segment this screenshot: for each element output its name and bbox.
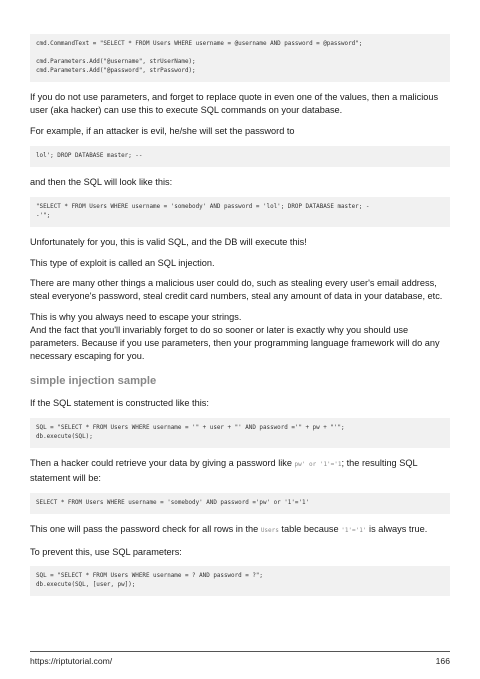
page-content: [30, 34, 450, 605]
code-block-concatenated-sql: [30, 418, 450, 448]
code-line: cmd.CommandText = "SELECT * FROM Users WHERE username = @username AND password = @password";: [36, 41, 363, 47]
escape-line-1: This is why you always need to escape your strings.: [30, 312, 242, 323]
page-footer: [30, 651, 450, 666]
code-line: SQL = "SELECT * FROM Users WHERE username = '" + user + "' AND password ='" + pw + "'";: [36, 424, 345, 431]
text-span: is always true.: [366, 523, 428, 534]
inline-code: '1'='1': [341, 526, 367, 534]
text-span: This one will pass the password check for all rows in the: [30, 523, 261, 534]
paragraph-prevent: To prevent this, use SQL parameters:: [30, 546, 182, 557]
text-span: Then a hacker could retrieve your data by giving a password like: [30, 457, 295, 468]
inline-code: Users: [260, 526, 279, 534]
paragraph-no-parameters: If you do not use parameters, and forget to replace quote in even one of the values, then a malicious user (aka hacker) can use this to execute SQL commands on your database.: [30, 92, 439, 115]
code-block-parameterized-sql: [30, 566, 450, 596]
code-line: "SELECT * FROM Users WHERE username = 'somebody' AND password = 'lol'; DROP DATABASE master; -: [36, 203, 370, 210]
escape-line-2: And the fact that you'll invariably forget to do so sooner or later is exactly why you should use parameters. Because if you use parameters, then your programming language framework will do any necessary escaping for you.: [30, 325, 440, 361]
code-block-command-text: [30, 34, 450, 82]
paragraph-valid-sql: Unfortunately for you, this is valid SQL, and the DB will execute this!: [30, 236, 307, 247]
code-block-malicious-password: [30, 146, 450, 167]
text-span: ; the resulting SQL statement will be:: [30, 457, 418, 483]
paragraph-password-check: [30, 523, 450, 538]
paragraph-attacker-example: For example, if an attacker is evil, he/she will set the password to: [30, 125, 295, 136]
code-line: lol'; DROP DATABASE master; --: [36, 152, 143, 159]
code-block-injected-sql: [30, 197, 450, 227]
code-line: -'";: [36, 212, 51, 219]
page-number: 166: [435, 656, 450, 666]
paragraph-sql-injection: This type of exploit is called an SQL injection.: [30, 257, 215, 268]
paragraph-malicious-things: There are many other things a malicious user could do, such as stealing every user's email address, steal everyone's password, steal credit card numbers, steal any amount of data in your database, etc.: [30, 278, 443, 302]
paragraph-sql-look: and then the SQL will look like this:: [30, 176, 173, 187]
paragraph-constructed: If the SQL statement is constructed like this:: [30, 397, 209, 408]
code-line: cmd.Parameters.Add("@username", strUserName);: [36, 59, 196, 65]
footer-url-link[interactable]: https://riptutorial.com/: [30, 656, 113, 666]
code-line: SQL = "SELECT * FROM Users WHERE username = ? AND password = ?";: [36, 573, 263, 580]
paragraph-hacker-retrieve: [30, 457, 450, 485]
code-line: db.execute(SQL, [user, pw]);: [36, 582, 136, 589]
code-line: SELECT * FROM Users WHERE username = 'somebody' AND password ='pw' or '1'='1': [36, 499, 310, 506]
code-line: cmd.Parameters.Add("@password", strPassword);: [36, 68, 196, 74]
code-line: db.execute(SQL);: [36, 433, 93, 440]
section-heading: simple injection sample: [30, 374, 157, 387]
text-span: table because: [278, 523, 342, 534]
inline-code: pw' or '1'='1: [294, 460, 342, 468]
paragraph-escape-strings: [30, 311, 450, 363]
code-block-resulting-sql: [30, 493, 450, 514]
